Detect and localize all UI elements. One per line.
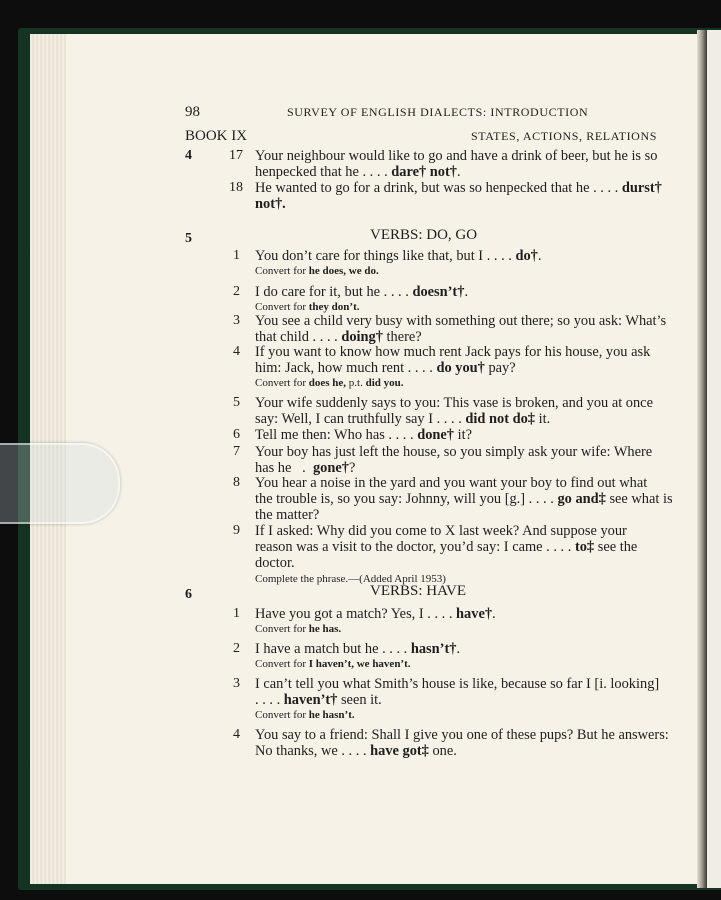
convert-note: Convert for he hasn’t. <box>255 709 355 721</box>
question-number: 1 <box>233 248 240 263</box>
convert-note: Convert for he has. <box>255 623 342 635</box>
group-title: VERBS: DO, GO <box>370 227 478 243</box>
question-text: the matter? <box>255 507 320 523</box>
question-number: 2 <box>233 641 240 656</box>
question-text: No thanks, we . . . . have got‡ one. <box>255 743 457 759</box>
question-number: 18 <box>229 180 243 195</box>
question-text: has he . gone†? <box>255 460 356 476</box>
question-text: You see a child very busy with something out there; so you ask: What’s <box>255 313 667 329</box>
question-number: 5 <box>233 395 240 410</box>
group-title: VERBS: HAVE <box>370 583 466 599</box>
question-text: doctor. <box>255 555 295 571</box>
question-text: You don’t care for things like that, but I . . . . do†. <box>255 248 542 264</box>
question-number: 2 <box>233 284 240 299</box>
question-text: say: Well, I can truthfully say I . . . . did not do‡ it. <box>255 411 551 427</box>
editorial-note: Complete the phrase.—(Added April 1953) <box>255 573 446 585</box>
question-text: . . . . haven’t† seen it. <box>255 692 382 708</box>
page-clip <box>0 443 120 524</box>
question-text: He wanted to go for a drink, but was so henpecked that he . . . . durst† <box>255 180 662 196</box>
question-number: 3 <box>233 313 240 328</box>
question-text: If I asked: Why did you come to X last week? And suppose your <box>255 523 627 539</box>
convert-note: Convert for does he, p.t. did you. <box>255 377 404 389</box>
question-text: If you want to know how much rent Jack pays for his house, you ask <box>255 344 651 360</box>
question-number: 8 <box>233 475 240 490</box>
group-number: 5 <box>185 231 192 246</box>
question-number: 9 <box>233 523 240 538</box>
section-title: STATES, ACTIONS, RELATIONS <box>471 129 657 143</box>
question-text: Your neighbour would like to go and have a drink of beer, but he is so <box>255 148 658 164</box>
question-number: 7 <box>233 444 240 459</box>
question-text: You hear a noise in the yard and you want your boy to find out what <box>255 475 648 491</box>
question-number: 3 <box>233 676 240 691</box>
question-text: reason was a visit to the doctor, you’d say: I came . . . . to‡ see the <box>255 539 638 555</box>
group-number: 6 <box>185 587 192 602</box>
question-text: that child . . . . doing† there? <box>255 329 422 345</box>
question-text: Have you got a match? Yes, I . . . . have†. <box>255 606 496 622</box>
question-number: 17 <box>229 148 243 163</box>
question-text: henpecked that he . . . . dare† not†. <box>255 164 461 180</box>
question-text: not†. <box>255 196 286 212</box>
convert-note: Convert for they don’t. <box>255 301 360 313</box>
question-text: Your wife suddenly says to you: This vase is broken, and you at once <box>255 395 653 411</box>
question-text: the trouble is, so you say: Johnny, will you [g.] . . . . go and‡ see what is <box>255 491 673 507</box>
question-text: I have a match but he . . . . hasn’t†. <box>255 641 461 657</box>
group-number: 4 <box>185 148 192 163</box>
question-text: I can’t tell you what Smith’s house is like, because so far I [i. looking] <box>255 676 660 692</box>
question-number: 4 <box>233 727 240 742</box>
question-number: 6 <box>233 427 240 442</box>
question-text: him: Jack, how much rent . . . . do you† pay? <box>255 360 516 376</box>
question-number: 4 <box>233 344 240 359</box>
question-number: 1 <box>233 606 240 621</box>
question-text: Tell me then: Who has . . . . done† it? <box>255 427 472 443</box>
question-text: Your boy has just left the house, so you simply ask your wife: Where <box>255 444 653 460</box>
page-number: 98 <box>185 104 200 120</box>
convert-note: Convert for I haven’t, we haven’t. <box>255 658 411 670</box>
convert-note: Convert for he does, we do. <box>255 265 379 277</box>
question-text: I do care for it, but he . . . . doesn’t†. <box>255 284 469 300</box>
book-gutter <box>697 30 707 888</box>
question-text: You say to a friend: Shall I give you one of these pups? But he answers: <box>255 727 669 743</box>
running-title: SURVEY OF ENGLISH DIALECTS: INTRODUCTION <box>287 105 589 119</box>
book-label: BOOK IX <box>185 128 248 144</box>
facing-page-edge <box>707 30 721 888</box>
